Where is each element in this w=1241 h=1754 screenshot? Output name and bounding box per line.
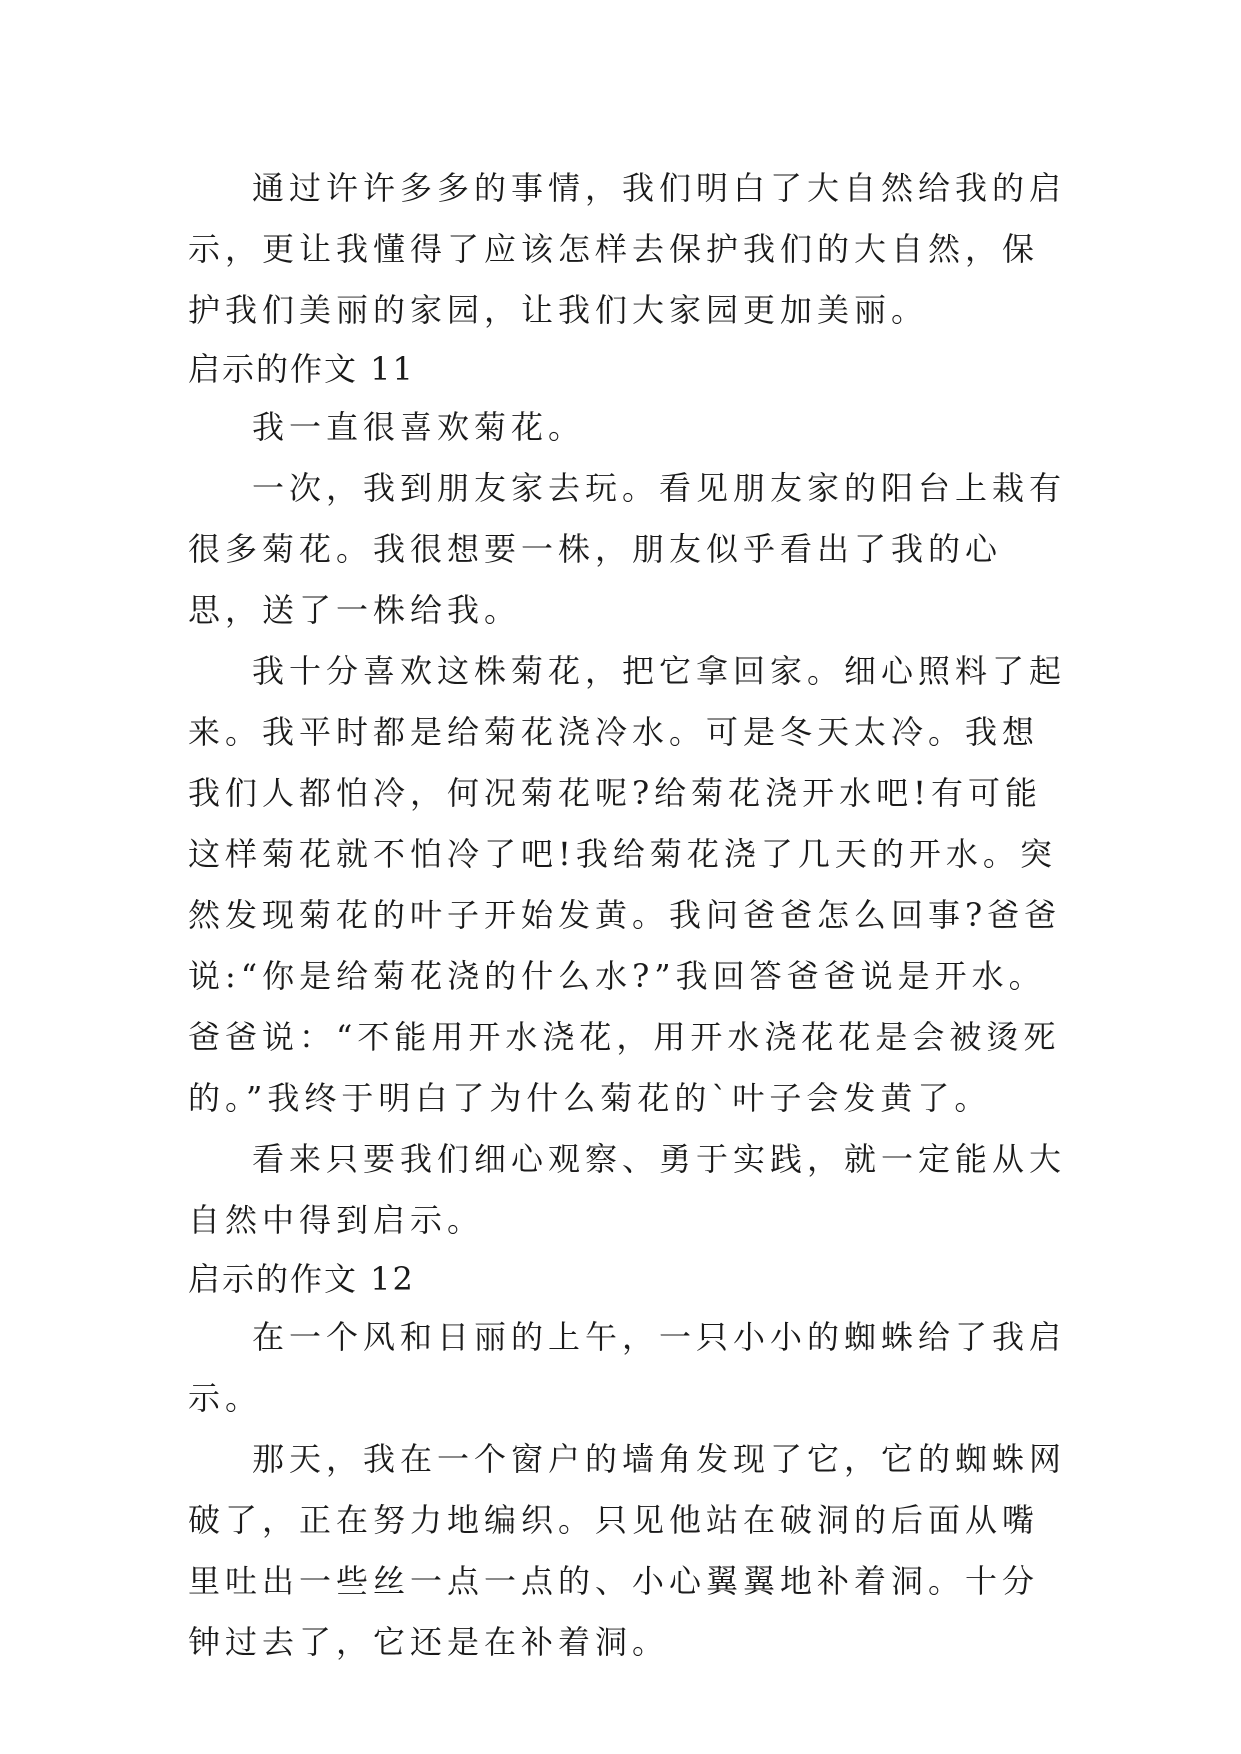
paragraph-friend-visit: 一次，我到朋友家去玩。看见朋友家的阳台上栽有很多菊花。我很想要一株，朋友似乎看出了我的心思，送了一株给我。: [188, 469, 1067, 629]
essay-heading-11: 启示的作文 11: [188, 350, 415, 388]
essay-heading-12: 启示的作文 12: [188, 1260, 415, 1298]
paragraph-intro-chrysanthemum: 我一直很喜欢菊花。: [252, 408, 586, 446]
paragraph-hot-water: 我十分喜欢这株菊花，把它拿回家。细心照料了起来。我平时都是给菊花浇冷水。可是冬天太冷。我想我们人都怕冷，何况菊花呢?给菊花浇开水吧!有可能这样菊花就不怕冷了吧!我给菊花浇了几天的开水。突然发现菊花的叶子开始发黄。我问爸爸怎么回事?爸爸说:“你是给菊花浇的什么水?”我回答爸爸说是开水。爸爸说：“不能用开水浇花，用开水浇花花是会被烫死的。”我终于明白了为什么菊花的`叶子会发黄了。: [188, 652, 1067, 1117]
document-body: [188, 158, 1068, 1673]
paragraph-spider-web: 那天，我在一个窗户的墙角发现了它，它的蜘蛛网破了，正在努力地编织。只见他站在破洞的后面从嘴里吐出一些丝一点一点的、小心翼翼地补着洞。十分钟过去了，它还是在补着洞。: [188, 1440, 1067, 1661]
paragraph-spider-intro: 在一个风和日丽的上午，一只小小的蜘蛛给了我启示。: [188, 1318, 1067, 1417]
paragraph-lesson: 看来只要我们细心观察、勇于实践，就一定能从大自然中得到启示。: [188, 1140, 1067, 1239]
paragraph-conclusion: 通过许许多多的事情，我们明白了大自然给我的启示，更让我懂得了应该怎样去保护我们的大自然，保护我们美丽的家园，让我们大家园更加美丽。: [188, 169, 1067, 329]
